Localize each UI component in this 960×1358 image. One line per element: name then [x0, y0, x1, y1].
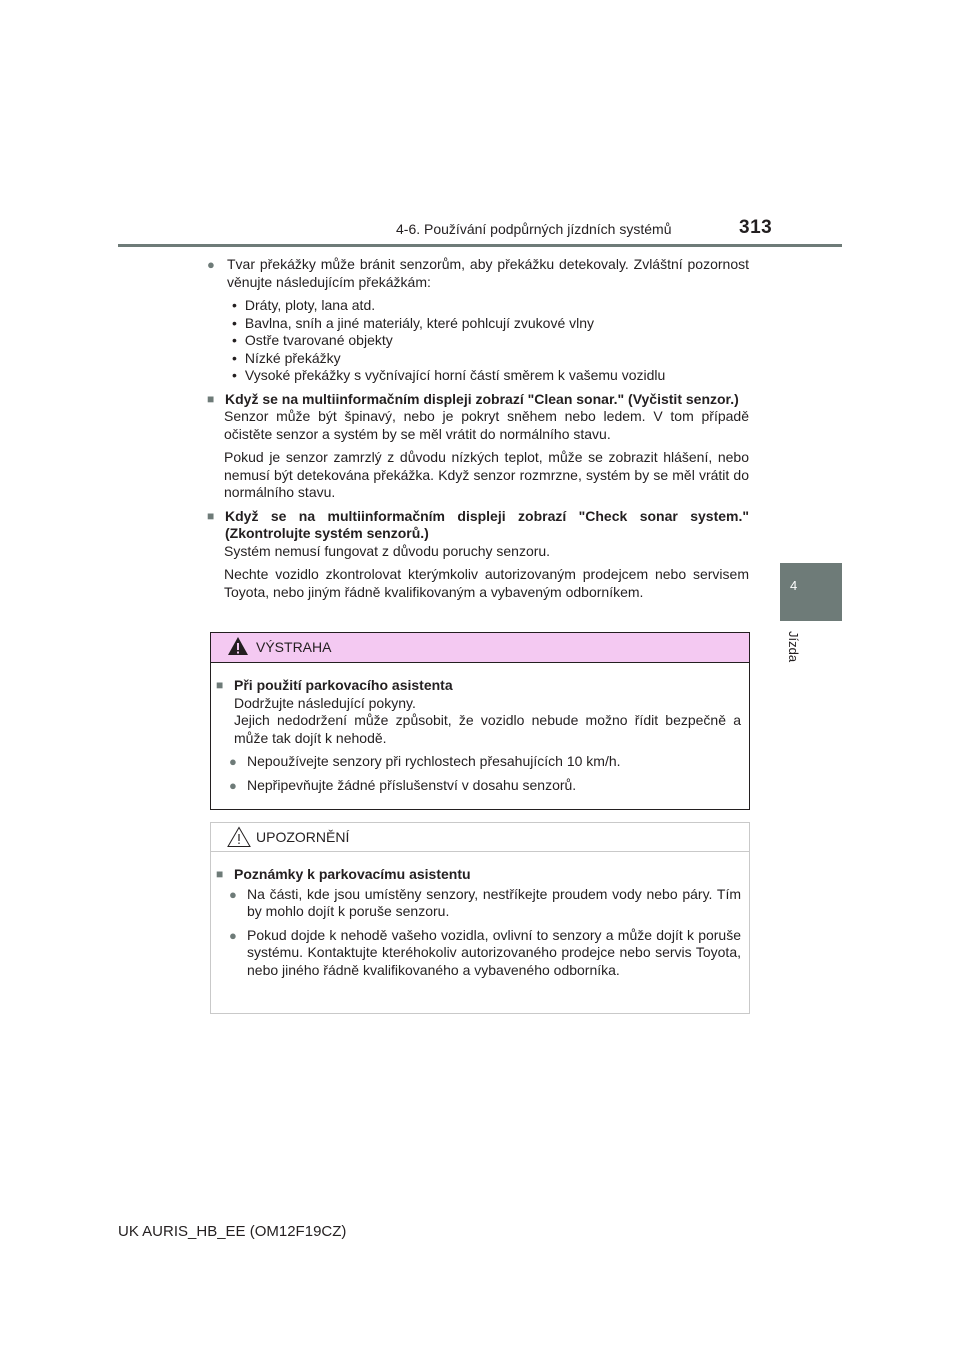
list-item: • Nízké překážky	[232, 350, 749, 368]
caution-heading: ■ Poznámky k parkovacímu asistentu	[216, 866, 471, 882]
list-item: • Vysoké překážky s vyčnívající horní částí směrem k vašemu vozidlu	[232, 367, 749, 385]
list-item: • Dráty, ploty, lana atd.	[232, 297, 749, 315]
square-bullet-icon: ■	[207, 508, 215, 523]
warning-title: VÝSTRAHA	[256, 639, 332, 655]
warning-heading: ■ Při použití parkovacího asistenta	[216, 677, 453, 693]
warning-header	[211, 633, 749, 663]
section1-heading: ■ Když se na multiinformačním displeji zobrazí "Clean sonar." (Vyčistit senzor.)	[207, 390, 739, 407]
warning-body	[211, 663, 749, 794]
page-number: 313	[739, 217, 773, 238]
circle-bullet-icon: ●	[229, 927, 237, 943]
chapter-tab-label: Jízda	[786, 631, 801, 663]
caution-title: UPOZORNĚNÍ	[256, 829, 350, 845]
warning-bullet: ● Nepoužívejte senzory při rychlostech přesahujících 10 km/h.	[229, 753, 621, 769]
section2-para1: Systém nemusí fungovat z důvodu poruchy senzoru.	[224, 542, 551, 559]
square-bullet-icon: ■	[207, 391, 215, 406]
caution-box	[210, 822, 750, 1014]
caution-triangle-icon	[227, 826, 251, 848]
obstacle-list	[232, 297, 749, 385]
circle-bullet-icon: ●	[207, 257, 215, 272]
warning-triangle-icon	[227, 636, 249, 656]
warning-bullet: ● Nepřipevňujte žádné příslušenství v dosahu senzorů.	[229, 776, 577, 793]
header-rule	[118, 244, 842, 247]
list-item: • Ostře tvarované objekty	[232, 332, 749, 350]
caution-header	[211, 823, 749, 852]
section1-para1: Senzor může být špinavý, nebo je pokryt sněhem nebo ledem. V tom případě očistěte senzor a systém by se měl vrátit do normálního stavu.	[224, 408, 749, 442]
caution-bullet: ● Pokud dojde k nehodě vašeho vozidla, ovlivní to senzory a může dojít k poruše systému. Kontaktujte kteréhokoliv autorizovaného prodejce nebo servis Toyota, nebo jiného řádně kvalifikovaného a vybaveného odborníka.	[229, 926, 741, 978]
section2-heading: ■ Když se na multiinformačním displeji zobrazí "Check sonar system." (Zkontrolujte systém senzorů.)	[207, 507, 749, 541]
circle-bullet-icon: ●	[229, 886, 237, 902]
warning-intro1: Dodržujte následující pokyny.	[234, 694, 416, 711]
intro-text: Tvar překážky může bránit senzorům, aby překážku detekovaly. Zvláštní pozornost věnujte následujícím překážkám:	[227, 256, 749, 290]
main-content	[207, 256, 749, 601]
circle-bullet-icon: ●	[229, 754, 237, 769]
caution-body	[211, 852, 749, 979]
caution-bullet: ● Na části, kde jsou umístěny senzory, nestříkejte proudem vody nebo páry. Tím by mohlo dojít k poruše senzoru.	[229, 885, 741, 919]
chapter-tab-number: 4	[790, 578, 798, 593]
section2-para2: Nechte vozidlo zkontrolovat kterýmkoliv autorizovaným prodejcem nebo servisem Toyota, nebo jiným řádně kvalifikovaným a vybaveným odborníkem.	[224, 566, 749, 600]
square-bullet-icon: ■	[216, 867, 224, 881]
square-bullet-icon: ■	[216, 678, 224, 692]
footer-code: UK AURIS_HB_EE (OM12F19CZ)	[118, 1223, 347, 1240]
section1-para2: Pokud je senzor zamrzlý z důvodu nízkých teplot, může se zobrazit hlášení, nebo nemusí být detekována překážka. Když senzor rozmrzne, systém by se měl vrátit do normálního stavu.	[224, 449, 749, 500]
warning-intro2: Jejich nedodržení může způsobit, že vozidlo nebude možno řídit bezpečně a může tak dojít k nehodě.	[234, 712, 741, 746]
list-item: • Bavlna, sníh a jiné materiály, které pohlcují zvukové vlny	[232, 315, 749, 333]
intro-bullet	[207, 256, 749, 291]
circle-bullet-icon: ●	[229, 777, 237, 793]
warning-box	[210, 632, 750, 810]
header-section-title: 4-6. Používání podpůrných jízdních systémů	[396, 221, 672, 237]
